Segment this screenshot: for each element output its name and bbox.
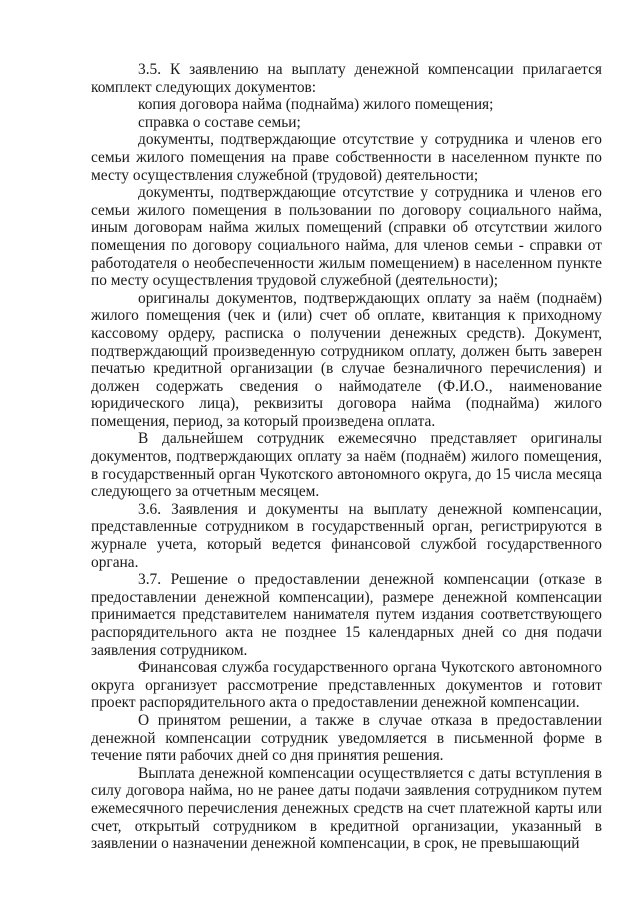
list-item-payment-originals: оригиналы документов, подтверждающих оплату за наём (поднаём) жилого помещения (чек и (или) счет об оплате, квитанция к приходному кассовому ордеру, расписка о получении денежных средств). Документ, подтверждающий произведенную сотрудником оплату, должен быть заверен печатью кредитной организации (в случае безналичного перечисления) и должен содержать сведения о наймодателе (Ф.И.О., наименование юридического лица), реквизиты договора найма (поднайма) жилого помещения, период, за который произведена оплата.	[91, 289, 602, 430]
paragraph-financial-service: Финансовая служба государственного органа Чукотского автономного округа организует рассмотрение представленных документов и готовит проект распорядительного акта о предоставлении денежной компенсации.	[91, 659, 602, 712]
paragraph-monthly-submission: В дальнейшем сотрудник ежемесячно представляет оригиналы документов, подтверждающих оплату за наём (поднаём) жилого помещения, в государственный орган Чукотского автономного округа, до 15 числа месяца следующего за отчетным месяцем.	[91, 430, 602, 501]
document-body	[91, 61, 602, 853]
paragraph-payment-terms: Выплата денежной компенсации осуществляется с даты вступления в силу договора найма, но не ранее даты подачи заявления сотрудником путем ежемесячного перечисления денежных средств на счет платежной карты или счет, открытый сотрудником в кредитной организации, указанный в заявлении о назначении денежной компенсации, в срок, не превышающий	[91, 764, 602, 853]
paragraph-3-5: 3.5. К заявлению на выплату денежной компенсации прилагается комплект следующих документов:	[91, 61, 602, 96]
list-item-family-certificate: справка о составе семьи;	[138, 113, 301, 131]
paragraph-3-6: 3.6. Заявления и документы на выплату денежной компенсации, представленные сотрудником в государственный орган, регистрируются в журнале учета, который ведется финансовой службой государственного органа.	[91, 500, 602, 571]
list-item-lease-copy: копия договора найма (поднайма) жилого помещения;	[138, 96, 494, 114]
paragraph-3-7: 3.7. Решение о предоставлении денежной компенсации (отказе в предоставлении денежной компенсации), размере денежной компенсации принимается представителем нанимателя путем издания соответствующего распорядительного акта не позднее 15 календарных дней со дня подачи заявления сотрудником.	[91, 571, 602, 659]
list-item-no-social-lease-docs: документы, подтверждающие отсутствие у сотрудника и членов его семьи жилого помещения в пользовании по договору социального найма, иным договорам найма жилых помещений (справки об отсутствии жилого помещения по договору социального найма, для членов семьи - справки от работодателя о необеспеченности жилым помещением) в населенном пункте по месту осуществления трудовой служебной (деятельности);	[91, 184, 602, 290]
paragraph-decision-notice: О принятом решении, а также в случае отказа в предоставлении денежной компенсации сотрудник уведомляется в письменной форме в течение пяти рабочих дней со дня принятия решения.	[91, 711, 602, 765]
list-item-no-ownership-docs: документы, подтверждающие отсутствие у сотрудника и членов его семьи жилого помещения на праве собственности в населенном пункте по месту осуществления служебной (трудовой) деятельности;	[91, 131, 602, 184]
